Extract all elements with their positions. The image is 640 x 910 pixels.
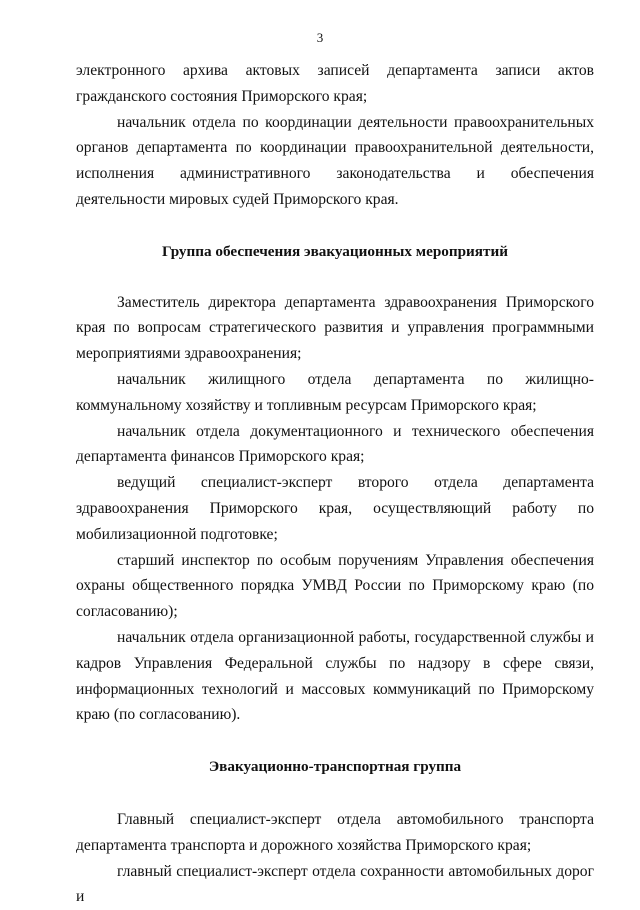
document-body <box>76 58 594 910</box>
paragraph: электронного архива актовых записей департамента записи актов гражданского состояния Приморского края; <box>76 62 594 105</box>
list-item: Заместитель директора департамента здравоохранения Приморского края по вопросам стратегического развития и управления программными мероприятиями здравоохранения; <box>76 293 594 363</box>
list-item: начальник отдела документационного и технического обеспечения департамента финансов Приморского края; <box>76 422 594 466</box>
section-heading-transport: Эвакуационно-транспортная группа <box>208 758 462 776</box>
list-item: Главный специалист-эксперт отдела автомобильного транспорта департамента транспорта и дорожного хозяйства Приморского края; <box>76 810 594 854</box>
list-item: главный специалист-эксперт отдела сохранности автомобильных дорог и <box>76 862 594 906</box>
page-number: 3 <box>316 30 324 45</box>
section-heading-evacuation: Группа обеспечения эвакуационных мероприятий <box>161 242 508 260</box>
paragraph: начальник отдела по координации деятельности правоохранительных органов департамента по координации правоохранительной деятельности, исполнения административного законодательства и обеспечения деятельности мировых судей Приморского края. <box>76 113 594 208</box>
list-item: начальник отдела организационной работы, государственной службы и кадров Управления Федеральной службы по надзору в сфере связи, информационных технологий и массовых коммуникаций по Приморскому краю (по согласованию). <box>76 628 594 724</box>
list-item: начальник жилищного отдела департамента по жилищно-коммунальному хозяйству и топливным ресурсам Приморского края; <box>76 370 594 414</box>
list-item: ведущий специалист-эксперт второго отдела департамента здравоохранения Приморского края, осуществляющий работу по мобилизационной подготовке; <box>76 474 594 543</box>
list-item: старший инспектор по особым поручениям Управления обеспечения охраны общественного порядка УМВД России по Приморскому краю (по согласованию); <box>76 551 594 621</box>
